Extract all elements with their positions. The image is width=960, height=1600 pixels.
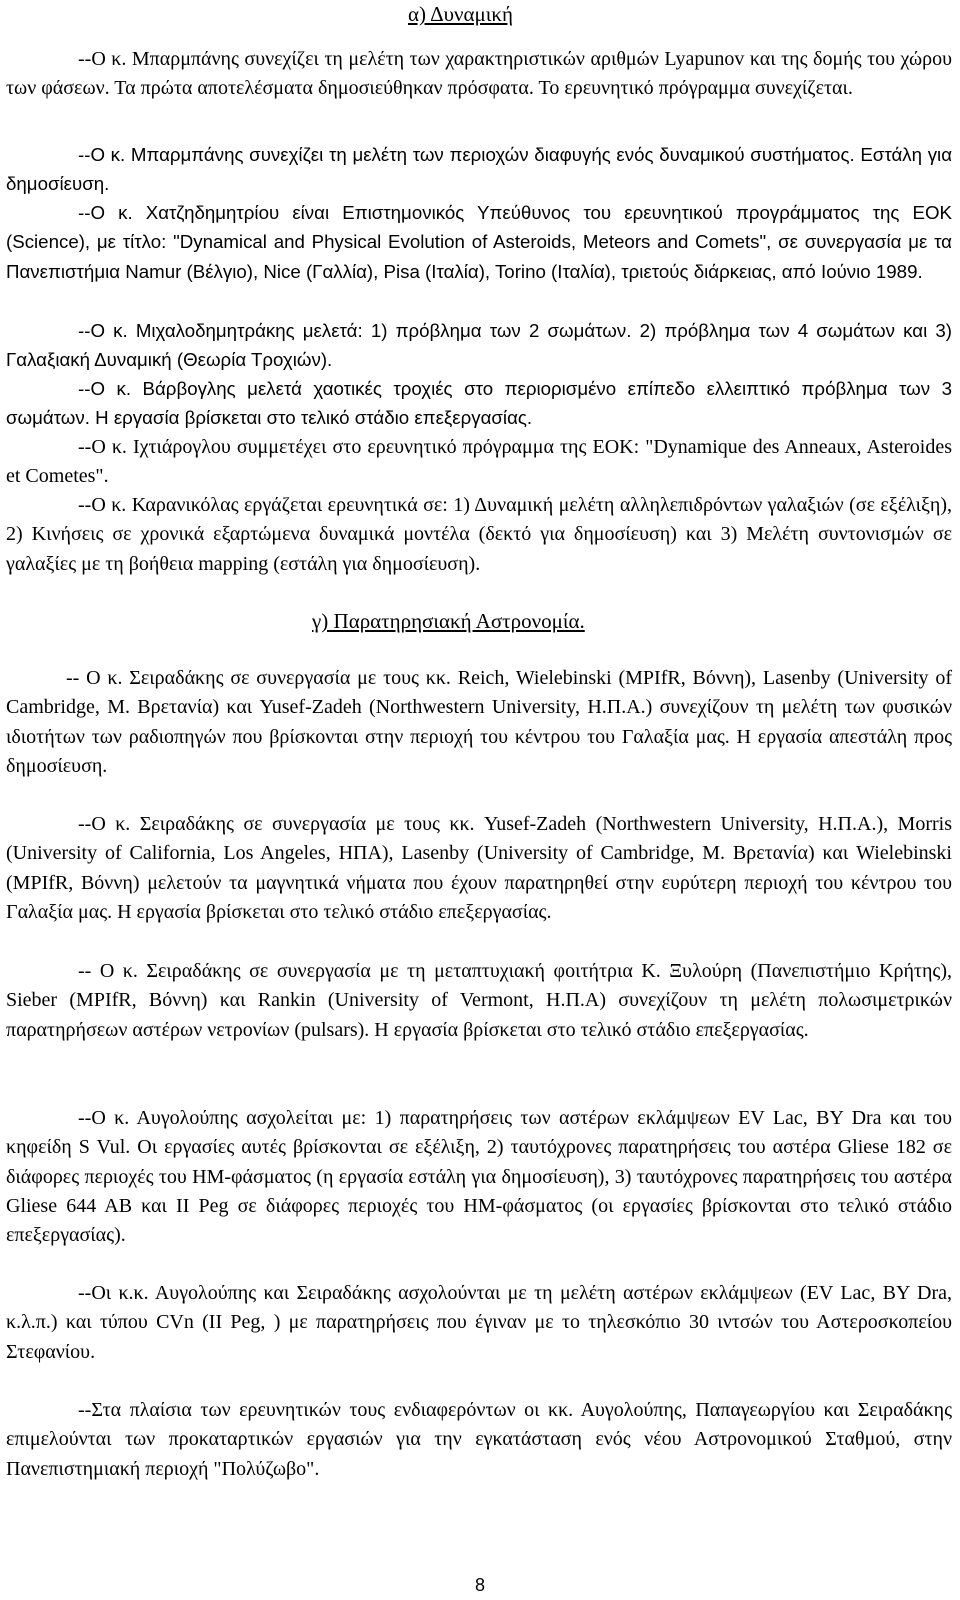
paragraph-varvoglis: --Ο κ. Βάρβογλης μελετά χαοτικές τροχιές στο περιορισμένο επίπεδο ελλειπτικό πρόβλημα των 3 σωμάτων. Η εργασία βρίσκεται στο τελικό στάδιο επεξεργασίας. [6,378,952,429]
paragraph-seiradakis-pulsars: -- Ο κ. Σειραδάκης σε συνεργασία με τη μεταπτυχιακή φοιτήτρια Κ. Ξυλούρη (Πανεπιστήμιο Κρήτης), Sieber (MPIfR, Βόννη) και Rankin (University of Vermont, Η.Π.Α) συνεχίζουν τη μελέτη πολωσιμετρικών παρατηρήσεων αστέρων νετρονίων (pulsars). Η εργασία βρίσκεται στο τελικό στάδιο επεξεργασίας. [6,960,952,1041]
paragraph-ichtiaroglou: --Ο κ. Ιχτιάρογλου συμμετέχει στο ερευνητικό πρόγραμμα της ΕΟΚ: "Dynamique des Anneaux, Asteroides et Cometes". [6,436,952,488]
paragraph-avgoloupis: --Ο κ. Αυγολούπης ασχολείται με: 1) παρατηρήσεις των αστέρων εκλάμψεων EV Lac, BY Dra και του κηφείδη S Vul. Οι εργασίες αυτές βρίσκονται σε εξέλιξη, 2) ταυτόχρονες παρατηρήσεις του αστέρα Gliese 182 σε διάφορες περιοχές του ΗΜ-φάσματος (η εργασία εστάλη για δημοσίευση), 3) ταυτόχρονες παρατηρήσεις του αστέρα Gliese 644 AB και II Peg σε διάφορες περιοχές του ΗΜ-φάσματος (οι εργασίες βρίσκονται στο τελικό στάδιο επεξεργασίας). [6,1107,952,1247]
paragraph-chatzidimitriou: --Ο κ. Χατζηδημητρίου είναι Επιστημονικός Υπεύθυνος του ερευνητικού προγράμματος της ΕΟΚ (Science), με τίτλο: "Dynamical and Physical Evolution of Asteroids, Meteors and Comets", σε συνεργασία με τα Πανεπιστήμια Namur (Βέλγιο), Nice (Γαλλία), Pisa (Ιταλία), Torino (Ιταλία), τριετούς διάρκειας, από Ιούνιο 1989. [6,202,952,282]
page-number: 8 [474,1575,485,1595]
paragraph-barbanis-lyapunov: --Ο κ. Μπαρμπάνης συνεχίζει τη μελέτη των χαρακτηριστικών αριθμών Lyapunov και της δομής του χώρου των φάσεων. Τα πρώτα αποτελέσματα δημοσιεύθηκαν πρόσφατα. Το ερευνητικό πρόγραμμα συνεχίζεται. [6,48,952,100]
section-a-heading: α) Δυναμική [408,2,513,26]
paragraph-michalodimitrakis: --Ο κ. Μιχαλοδημητράκης μελετά: 1) πρόβλημα των 2 σωμάτων. 2) πρόβλημα των 4 σωμάτων και 3) Γαλαξιακή Δυναμική (Θεωρία Τροχιών). [6,320,952,371]
paragraph-barbanis-escape: --Ο κ. Μπαρμπάνης συνεχίζει τη μελέτη των περιοχών διαφυγής ενός δυναμικού συστήματος. Εστάλη για δημοσίευση. [6,144,952,195]
section-g-heading: γ) Παρατηρησιακή Αστρονομία. [312,609,585,633]
paragraph-new-station: --Στα πλαίσια των ερευνητικών τους ενδιαφερόντων οι κκ. Αυγολούπης, Παπαγεωργίου και Σειραδάκης επιμελούνται των προκαταρτικών εργασιών για την εγκατάσταση ενός νέου Αστρονομικού Σταθμού, στην Πανεπιστημιακή περιοχή "Πολύζωβο". [6,1399,952,1480]
paragraph-karanikolas: --Ο κ. Καρανικόλας εργάζεται ερευνητικά σε: 1) Δυναμική μελέτη αλληλεπιδρόντων γαλαξιών (σε εξέλιξη), 2) Κινήσεις σε χρονικά εξαρτώμενα δυναμικά μοντέλα (δεκτό για δημοσίευση) και 3) Μελέτη συντονισμών σε γαλαξίες με τη βοήθεια mapping (εστάλη για δημοσίευση). [6,494,952,575]
paragraph-seiradakis-filaments: --Ο κ. Σειραδάκης σε συνεργασία με τους κκ. Yusef-Zadeh (Northwestern University, Η.Π.Α.), Morris (University of California, Los Angeles, ΗΠΑ), Lasenby (University of Cambridge, Μ. Βρετανία) και Wielebinski (MPIfR, Βόννη) μελετούν τα μαγνητικά νήματα που έχουν παρατηρηθεί στην ευρύτερη περιοχή του κέντρου του Γαλαξία μας. Η εργασία βρίσκεται στο τελικό στάδιο επεξεργασίας. [6,813,952,923]
paragraph-seiradakis-radiosources: -- Ο κ. Σειραδάκης σε συνεργασία με τους κκ. Reich, Wielebinski (MPIfR, Βόννη), Lasenby (University of Cambridge, Μ. Βρετανία) και Yusef-Zadeh (Northwestern University, Η.Π.Α.) συνεχίζουν τη μελέτη των φυσικών ιδιοτήτων των ραδιοπηγών που βρίσκονται στην περιοχή του κέντρου του Γαλαξία μας. Η εργασία απεστάλη προς δημοσίευση. [6,667,952,777]
paragraph-avgoloupis-seiradakis: --Οι κ.κ. Αυγολούπης και Σειραδάκης ασχολούνται με τη μελέτη αστέρων εκλάμψεων (EV Lac, BY Dra, κ.λ.π.) και τύπου CVn (II Peg, ) με παρατηρήσεις που έγιναν με το τηλεσκόπιο 30 ιντσών του Αστεροσκοπείου Στεφανίου. [6,1282,952,1363]
